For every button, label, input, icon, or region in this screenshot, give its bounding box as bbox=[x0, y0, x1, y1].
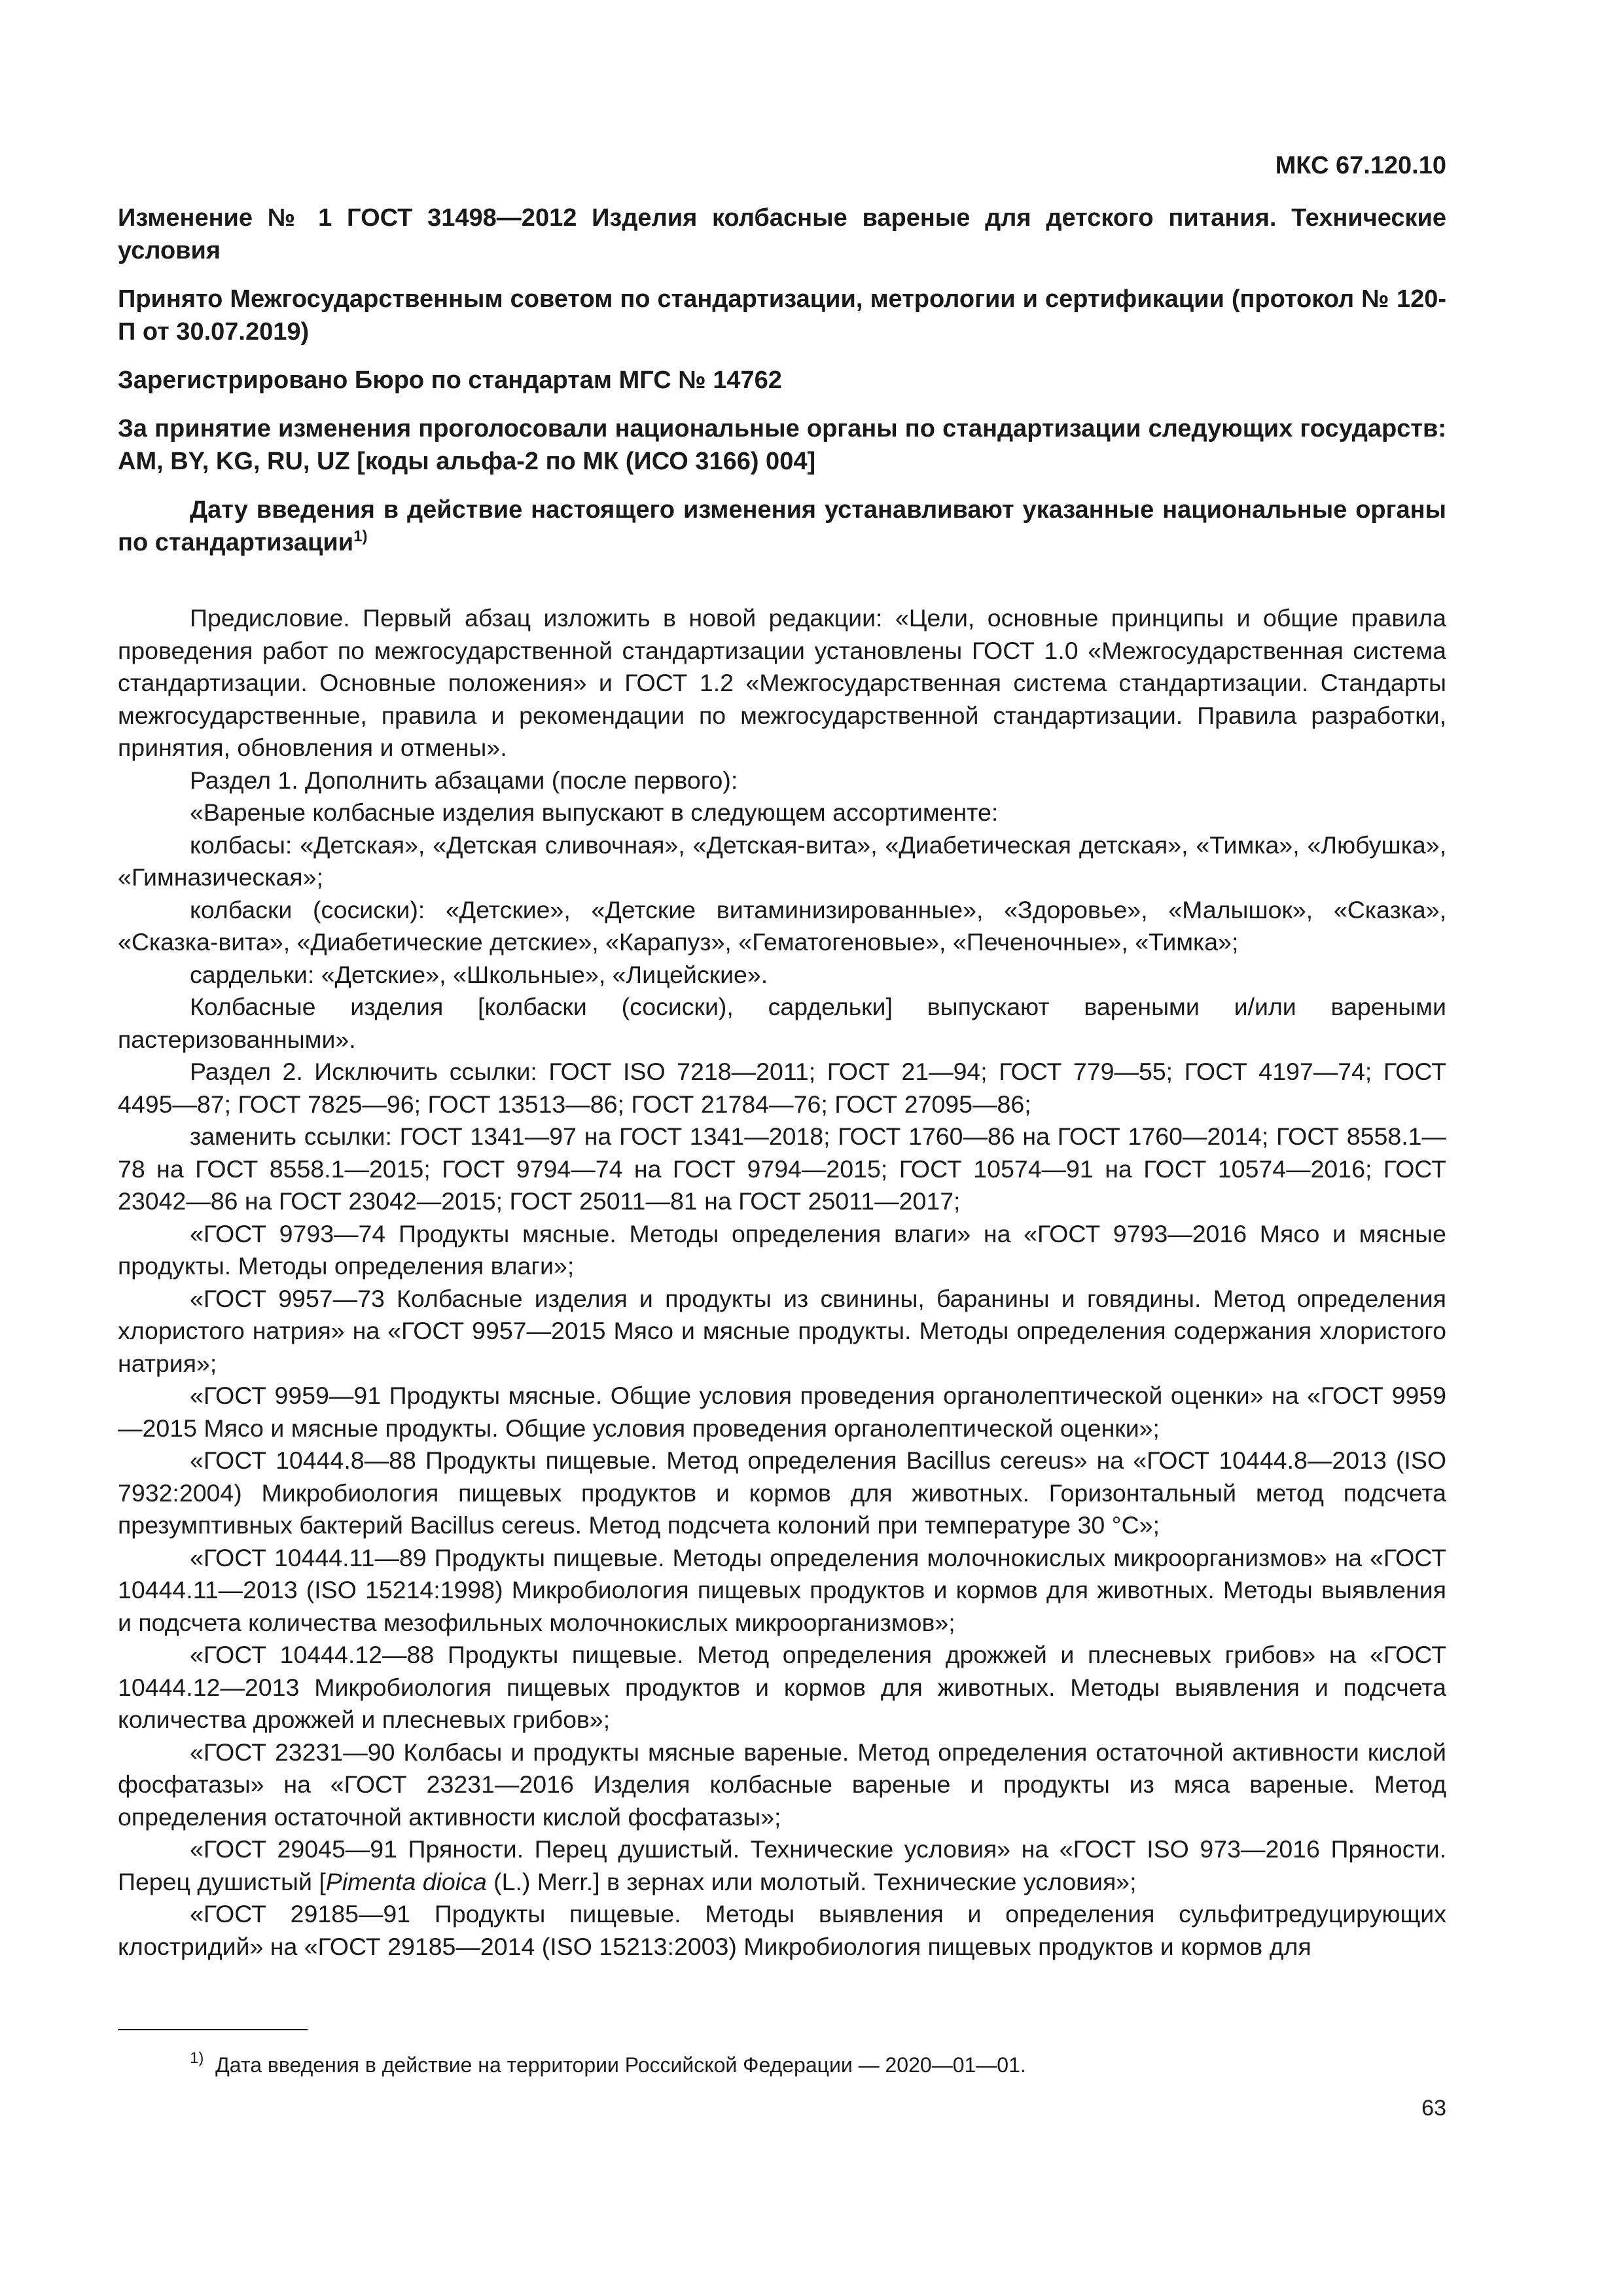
paragraph: «Вареные колбасные изделия выпускают в следующем ассортименте: bbox=[190, 798, 999, 826]
paragraph: Колбасные изделия [колбаски (сосиски), сардельки] выпускают вареными и/или вареными пастеризованными». bbox=[118, 993, 1446, 1053]
paragraph: «ГОСТ 9959—91 Продукты мясные. Общие условия проведения органолептической оценки» на «ГОСТ 9959—2015 Мясо и мясные продукты. Общие условия проведения органолептической оценки»; bbox=[118, 1382, 1446, 1442]
pimenta-before: «ГОСТ 29045—91 Пряности. Перец душистый. Технические условия» на «ГОСТ ISO 973—2016 Пряности. Перец душистый [ bbox=[118, 1835, 1446, 1895]
effective-date-text: Дату введения в действие настоящего изменения устанавливают указанные национальные органы по стандартизации bbox=[118, 496, 1446, 556]
paragraph: заменить ссылки: ГОСТ 1341—97 на ГОСТ 1341—2018; ГОСТ 1760—86 на ГОСТ 1760—2014; ГОСТ 8558.1—78 на ГОСТ 8558.1—2015; ГОСТ 9794—74 на ГОСТ 9794—2015; ГОСТ 10574—91 на ГОСТ 10574—2016; ГОСТ 23042—86 на ГОСТ 23042—2015; ГОСТ 25011—81 на ГОСТ 25011—2017; bbox=[118, 1122, 1446, 1215]
paragraph: Раздел 2. Исключить ссылки: ГОСТ ISO 7218—2011; ГОСТ 21—94; ГОСТ 779—55; ГОСТ 4197—74; ГОСТ 4495—87; ГОСТ 7825—96; ГОСТ 13513—86; ГОСТ 21784—76; ГОСТ 27095—86; bbox=[118, 1058, 1446, 1118]
paragraph-last: «ГОСТ 29185—91 Продукты пищевые. Методы выявления и определения сульфитредуцирующих клостридий» на «ГОСТ 29185—2014 (ISO 15213:2003) Микробиология пищевых продуктов и кормов для bbox=[118, 1900, 1446, 1960]
pimenta-after: (L.) Merr.] в зернах или молотый. Технические условия»; bbox=[486, 1867, 1137, 1895]
footnote-reference[interactable]: 1) bbox=[353, 528, 368, 545]
paragraph: колбаски (сосиски): «Детские», «Детские витаминизированные», «Здоровье», «Малышок», «Сказка», «Сказка-вита», «Диабетические детские», «Карапуз», «Гематогеновые», «Печеночные», «Тимка»; bbox=[118, 895, 1446, 956]
page-content bbox=[118, 149, 1446, 1963]
registration-statement: Зарегистрировано Бюро по стандартам МГС № 14762 bbox=[118, 367, 782, 394]
paragraph: «ГОСТ 10444.12—88 Продукты пищевые. Метод определения дрожжей и плесневых грибов» на «ГОСТ 10444.12—2013 Микробиология пищевых продуктов и кормов для животных. Методы выявления и подсчета количества дрожжей и плесневых грибов»; bbox=[118, 1641, 1446, 1733]
effective-date-statement bbox=[118, 493, 1446, 559]
footnote-separator bbox=[118, 2029, 308, 2030]
paragraph: «ГОСТ 10444.11—89 Продукты пищевые. Методы определения молочнокислых микроорганизмов» на «ГОСТ 10444.11—2013 (ISO 15214:1998) Микробиология пищевых продуктов и кормов для животных. Методы выявления и подсчета количества мезофильных молочнокислых микроорганизмов»; bbox=[118, 1543, 1446, 1636]
footnote-text: Дата введения в действие на территории Российской Федерации — 2020—01—01. bbox=[215, 2053, 1026, 2077]
paragraph: Раздел 1. Дополнить абзацами (после первого): bbox=[190, 766, 738, 794]
pimenta-latin-name: Pimenta dioica bbox=[325, 1867, 487, 1895]
paragraph: сардельки: «Детские», «Школьные», «Лицейские». bbox=[190, 960, 768, 988]
footnote bbox=[190, 2051, 1026, 2079]
paragraph: «ГОСТ 9957—73 Колбасные изделия и продукты из свинины, баранины и говядины. Метод определения хлористого натрия» на «ГОСТ 9957—2015 Мясо и мясные продукты. Методы определения содержания хлористого натрия»; bbox=[118, 1284, 1446, 1377]
voting-statement: За принятие изменения проголосовали национальные органы по стандартизации следующих государств: AM, BY, KG, RU, UZ [коды альфа-2 по МК (ИСО 3166) 004] bbox=[118, 415, 1446, 475]
paragraph-pimenta bbox=[118, 1833, 1446, 1898]
footnote-marker: 1) bbox=[190, 2049, 204, 2067]
paragraph: «ГОСТ 23231—90 Колбасы и продукты мясные вареные. Метод определения остаточной активности кислой фосфатазы» на «ГОСТ 23231—2016 Изделия колбасные вареные и продукты из мяса вареные. Метод определения остаточной активности кислой фосфатазы»; bbox=[118, 1738, 1446, 1831]
change-title: Изменение № 1 ГОСТ 31498—2012 Изделия колбасные вареные для детского питания. Технические условия bbox=[118, 204, 1446, 264]
document-body bbox=[118, 602, 1446, 1963]
adopted-statement: Принято Межгосударственным советом по стандартизации, метрологии и сертификации (протокол № 120-П от 30.07.2019) bbox=[118, 285, 1446, 346]
paragraph: «ГОСТ 9793—74 Продукты мясные. Методы определения влаги» на «ГОСТ 9793—2016 Мясо и мясные продукты. Методы определения влаги»; bbox=[118, 1219, 1446, 1280]
page-number: 63 bbox=[1421, 2096, 1446, 2121]
paragraph: колбасы: «Детская», «Детская сливочная», «Детская-вита», «Диабетическая детская», «Тимка», «Любушка», «Гимназическая»; bbox=[118, 831, 1446, 891]
mks-code: МКС 67.120.10 bbox=[1275, 152, 1446, 179]
paragraph-preface: Предисловие. Первый абзац изложить в новой редакции: «Цели, основные принципы и общие правила проведения работ по межгосударственной стандартизации установлены ГОСТ 1.0 «Межгосударственная система стандартизации. Основные положения» и ГОСТ 1.2 «Межгосударственная система стандартизации. Стандарты межгосударственные, правила и рекомендации по межгосударственной стандартизации. Правила разработки, принятия, обновления и отмены». bbox=[118, 604, 1446, 761]
paragraph: «ГОСТ 10444.8—88 Продукты пищевые. Метод определения Bacillus cereus» на «ГОСТ 10444.8—2013 (ISO 7932:2004) Микробиология пищевых продуктов и кормов для животных. Горизонтальный метод подсчета презумптивных бактерий Bacillus cereus. Метод подсчета колоний при температуре 30 °C»; bbox=[118, 1446, 1446, 1539]
